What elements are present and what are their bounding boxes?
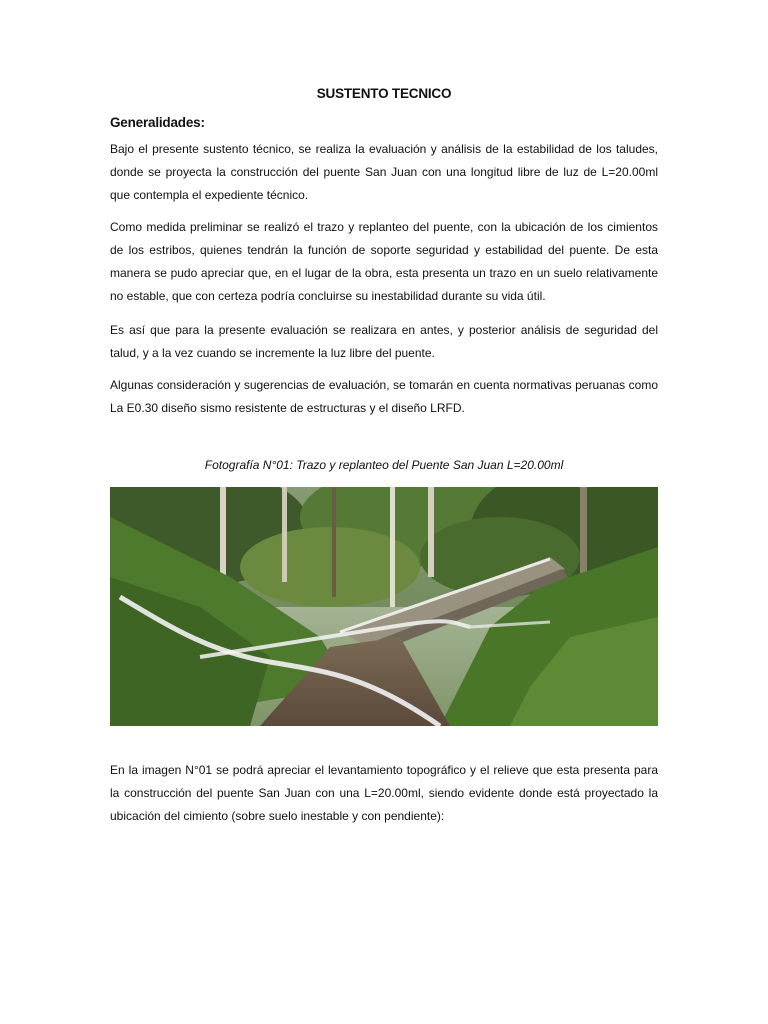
document-title: SUSTENTO TECNICO (316, 86, 452, 101)
closing-paragraph: En la imagen N°01 se podrá apreciar el levantamiento topográfico y el relieve que esta presenta para la construcción del puente San Juan con una L=20.00ml, siendo evidente donde está proyectado la ubicación del cimiento (sobre suelo inestable y con pendiente): (110, 763, 658, 823)
section-heading: Generalidades: (110, 115, 205, 130)
paragraph-3: Es así que para la presente evaluación se realizara en antes, y posterior análisis de seguridad del talud, y a la vez cuando se incremente la luz libre del puente. (110, 323, 658, 360)
bridge-site-photo (110, 487, 658, 726)
figure-caption: Fotografía N°01: Trazo y replanteo del Puente San Juan L=20.00ml (204, 458, 564, 472)
paragraph-1: Bajo el presente sustento técnico, se realiza la evaluación y análisis de la estabilidad de los taludes, donde se proyecta la construcción del puente San Juan con una longitud libre de luz de L=20.00ml que contempla el expediente técnico. (110, 142, 658, 202)
paragraph-2: Como medida preliminar se realizó el trazo y replanteo del puente, con la ubicación de los cimientos de los estribos, quienes tendrán la función de soporte seguridad y estabilidad del puente. De esta manera se pudo apreciar que, en el lugar de la obra, esta presenta un trazo en un suelo relativamente no estable, que con certeza podría concluirse su inestabilidad durante su vida útil. (110, 220, 658, 303)
paragraph-4: Algunas consideración y sugerencias de evaluación, se tomarán en cuenta normativas peruanas como La E0.30 diseño sismo resistente de estructuras y el diseño LRFD. (110, 378, 658, 415)
